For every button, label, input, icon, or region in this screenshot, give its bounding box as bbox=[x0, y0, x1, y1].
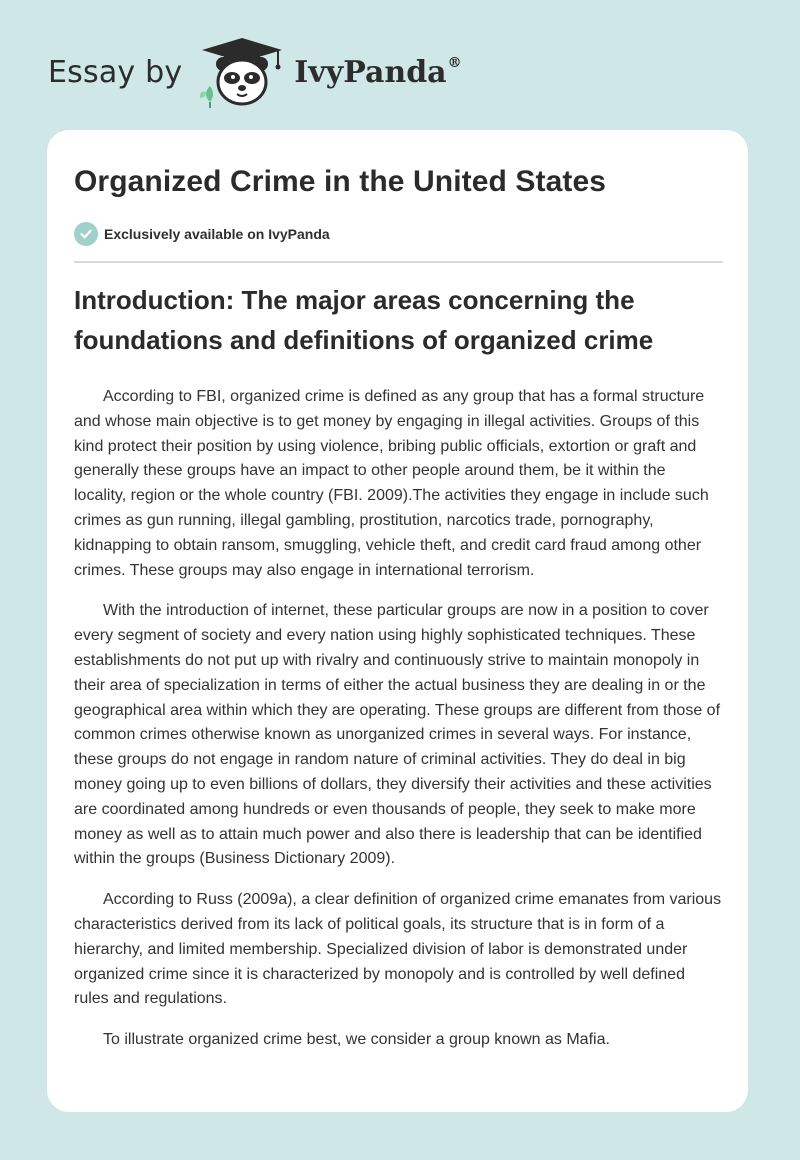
badge-text: Exclusively available on IvyPanda bbox=[104, 226, 330, 242]
section-heading: Introduction: The major areas concerning the foundations and definitions of organized crime bbox=[74, 285, 654, 355]
paragraph: According to FBI, organized crime is defined as any group that has a formal structure and whose main objective is to get money by engaging in illegal activities. Groups of this kind protect their position by using violence, bribing public officials, extortion or graft and generally these groups have an impact to other people around them, be it within the locality, region or the whole country (FBI. 2009).The activities they engage in include such crimes as gun running, illegal gambling, prostitution, narcotics trade, pornography, kidnapping to obtain ransom, smuggling, vehicle theft, and credit card fraud among other crimes. These groups may also engage in international terrorism. bbox=[74, 388, 709, 579]
brand-text: IvyPanda bbox=[294, 54, 447, 90]
essay-body bbox=[74, 385, 722, 1069]
brand-name[interactable] bbox=[294, 55, 461, 90]
registered-mark: ® bbox=[447, 54, 462, 71]
divider bbox=[74, 261, 723, 263]
exclusive-badge bbox=[74, 222, 330, 246]
paragraph: With the introduction of internet, these particular groups are now in a position to cover every segment of society and every nation using highly sophisticated techniques. These establishments do not put up with rivalry and continuously strive to maintain monopoly in their area of specialization in terms of either the actual business they are dealing in or the geographical area within which they are operating. These groups are different from those of common crimes otherwise known as unorganized crimes in several ways. For instance, these groups do not engage in random nature of criminal activities. They do deal in big money going up to even billions of dollars, they diversify their activities and these activities are coordinated among hundreds or even thousands of people, they seek to make more money as well as to attain much power and also there is leadership that can be identified within the groups (Business Dictionary 2009). bbox=[74, 602, 721, 868]
page-title: Organized Crime in the United States bbox=[74, 165, 607, 198]
essay-by-label: Essay by bbox=[48, 54, 183, 90]
check-circle-icon bbox=[74, 222, 98, 246]
panda-graduate-logo-icon[interactable] bbox=[196, 36, 288, 108]
paragraph: According to Russ (2009a), a clear definition of organized crime emanates from various characteristics derived from its lack of political goals, its structure that is in form of a hierarchy, and limited membership. Specialized division of labor is demonstrated under organized crime since it is characterized by monopoly and is controlled by well defined rules and regulations. bbox=[74, 891, 722, 1008]
site-header bbox=[48, 36, 462, 108]
paragraph: To illustrate organized crime best, we consider a group known as Mafia. bbox=[103, 1031, 610, 1049]
essay-card bbox=[47, 130, 748, 1112]
